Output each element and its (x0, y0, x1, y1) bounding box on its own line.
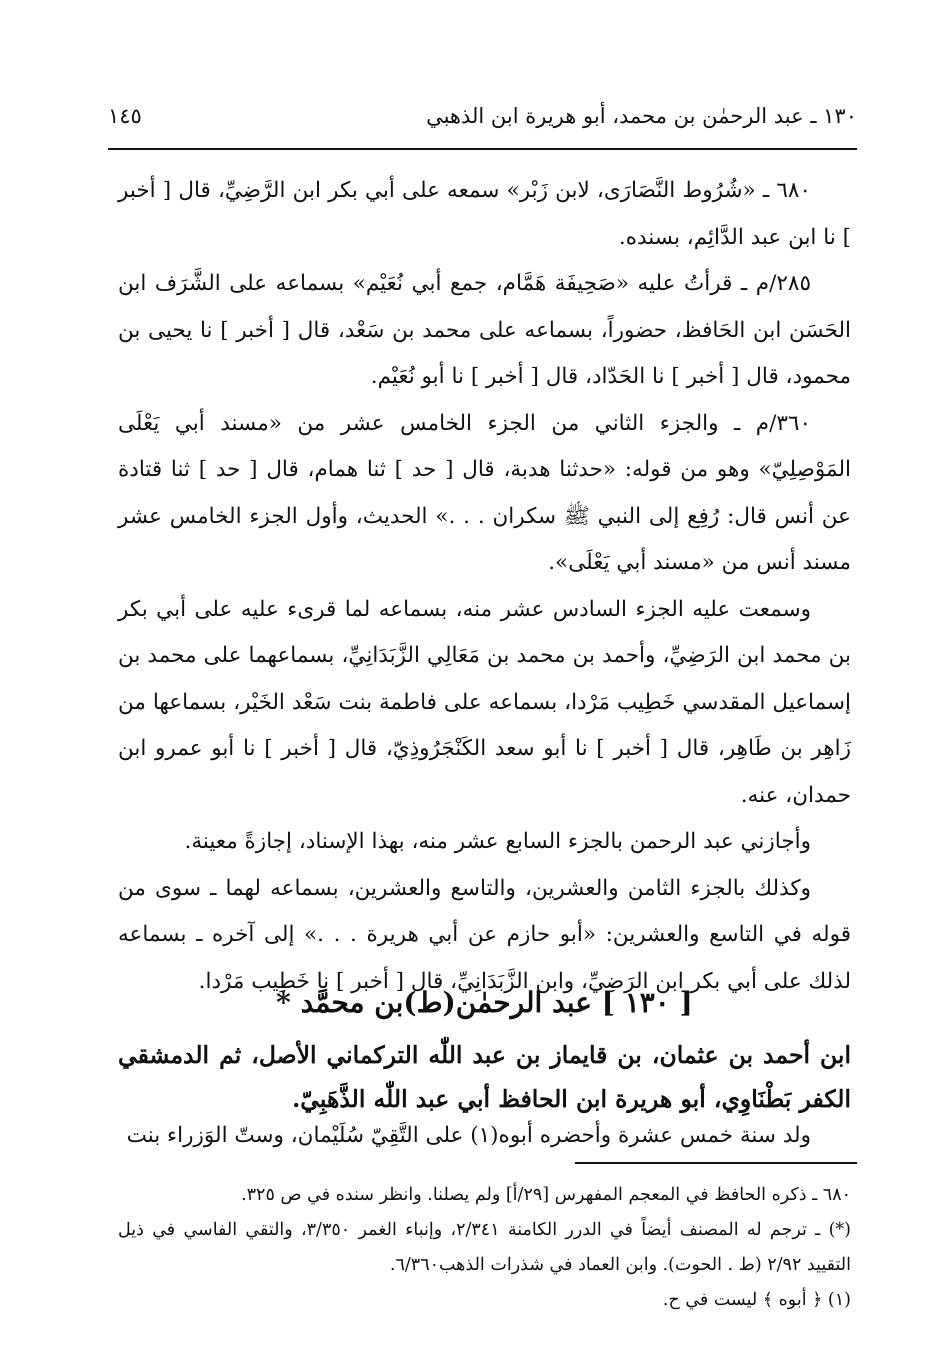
paragraph-680: ٦٨٠ ـ «شُرُوط النَّصَارَى، لابن زَبْر» سمعه على أبي بكر ابن الرَّضِيِّ، قال [ أخبر ] نا ابن عبد الدَّائِم، بسنده. (118, 178, 851, 250)
running-title: ١٣٠ ـ عبد الرحمٰن بن محمد، أبو هريرة ابن الذهبي (426, 104, 857, 128)
paragraph-part16: وسمعت عليه الجزء السادس عشر منه، بسماعه لما قرىء عليه على أبي بكر بن محمد ابن الرَضِيِّ، وأحمد بن محمد بن مَعَالِي الزَّبَدَانِيِّ، بسماعهما على محمد بن إسماعيل المقدسي خَطِيب مَرْدا، بسماعه على فاطمة بنت سَعْد الخَيْر، بسماعها من زَاهِر بن طَاهِر، قال [ أخبر ] نا أبو سعد الكَنْجَرُوذِيّ، قال [ أخبر ] نا أبو عمرو ابن حمدان، عنه. (118, 596, 851, 808)
paragraph-285m: ٢٨٥/م ـ قرأتُ عليه «صَحِيفَة هَمَّام، جمع أبي نُعَيْم» بسماعه على الشَّرَف ابن الحَسَن ابن الحَافظ، حضوراً، بسماعه على محمد بن سَعْد، قال [ أخبر ] نا يحيى بن محمود، قال [ أخبر ] نا الحَدّاد، قال [ أخبر ] نا أبو نُعَيْم. (118, 271, 851, 389)
footnote-star: (*) ـ ترجم له المصنف أيضاً في الدرر الكامنة ٢/٣٤١، وإنباء الغمر ٣/٣٥٠، والتقي الفاسي في ذيل التقييد ٢/٩٢ (ط . الحوت). وابن العماد في شذرات الذهب٦/٣٦٠. (118, 1220, 851, 1275)
footnote-1: (١) ﴿ أبوه ﴾ ليست في ح. (662, 1290, 851, 1310)
footnote-680: ٦٨٠ ـ ذكره الحافظ في المعجم المفهرس [٢٩/أ] ولم يصلنا. وانظر سنده في ص ٣٢٥. (241, 1185, 851, 1205)
entry-birth: ولد سنة خمس عشرة وأحضره أبوه(١) على التَّقِيّ سُلَيْمان، وستّ الوَزراء بنت (126, 1123, 811, 1148)
footnotes (118, 1178, 851, 1318)
entry-bio: ابن أحمد بن عثمان، بن قايماز بن عبد اللّٰه التركماني الأصل، ثم الدمشقي الكفر بَطْنَاوِي، أبو هريرة ابن الحافظ أبي عبد اللّٰه الذَّهَبِيّ. (118, 1041, 851, 1113)
paragraph-part17: وأجازني عبد الرحمن بالجزء السابع عشر منه، بهذا الإسناد، إجازةً معينة. (184, 829, 811, 854)
paragraph-part28-29: وكذلك بالجزء الثامن والعشرين، والتاسع والعشرين، بسماعه لهما ـ سوى من قوله في التاسع والعشرين: «أبو حازم عن أبي هريرة . . .» إلى آخره ـ بسماعه لذلك على أبي بكر ابن الرَضِيِّ، وابن الزَّبَدَانِيِّ، قال [ أخبر ] نا خَطِيب مَرْدا. (118, 875, 851, 994)
entry-title: [ ١٣٠ ] عبد الرحمٰن(ط)بن محمَّد * (276, 986, 693, 1019)
paragraph-360m: ٣٦٠/م ـ والجزء الثاني من الجزء الخامس عشر من «مسند أبي يَعْلَى المَوْصِلِيّ» وهو من قوله: «حدثنا هدبة، قال [ حد ] ثنا همام، قال [ حد ] ثنا قتادة عن أنس قال: رُفِع إلى النبي ﷺ سكران . . .» الحديث، وأول الجزء الخامس عشر مسند أنس من «مسند أبي يَعْلَى». (118, 410, 851, 575)
page-number: ١٤٥ (108, 104, 142, 128)
page-header (108, 96, 857, 136)
main-text (118, 168, 851, 1005)
footnote-rule (575, 1162, 857, 1164)
header-rule (108, 148, 857, 150)
